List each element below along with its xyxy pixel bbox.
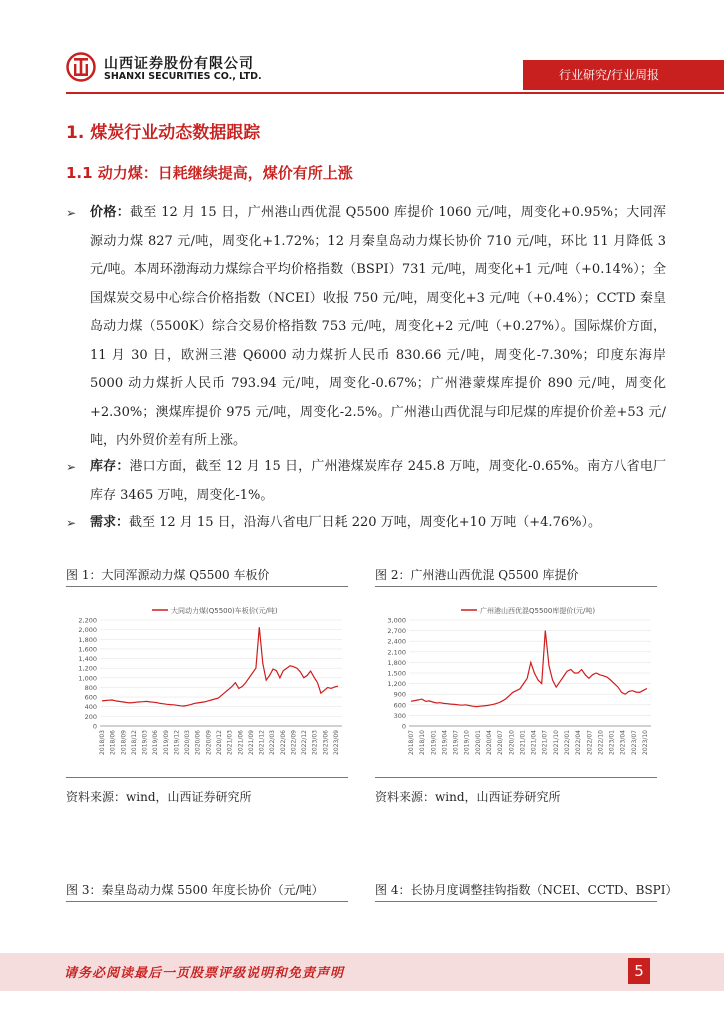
x-tick-label: 2019/01: [430, 730, 438, 755]
x-tick-label: 2018/09: [120, 730, 128, 755]
x-tick-label: 2019/12: [173, 730, 181, 755]
x-tick-label: 2022/12: [301, 730, 309, 755]
y-tick-label: 1,200: [78, 664, 97, 673]
y-tick-label: 0: [92, 722, 97, 731]
figure-source: 资料来源：wind，山西证券研究所: [375, 790, 561, 804]
y-tick-label: 2,400: [387, 637, 406, 646]
y-tick-label: 2,700: [387, 627, 406, 636]
y-tick-label: 900: [393, 690, 406, 699]
bullet-price: [66, 199, 666, 456]
y-tick-label: 1,800: [78, 635, 97, 644]
bullet-text: 截至 12 月 15 日，广州港山西优混 Q5500 库提价 1060 元/吨，周变化+0.95%；大同浑源动力煤 827 元/吨，周变化+1.72%；12 月秦皇岛动力煤长协价 710 元/吨，环比 11 月降低 3 元/吨。本周环渤海动力煤综合平均价格指数（BSPI）731 元/吨，周变化+1 元/吨（+0.14%）；全国煤炭交易中心综合价格指数（NCEI）收报 750 元/吨，周变化+3 元/吨（+0.4%）；CCTD 秦皇岛动力煤（5500K）综合交易价格指数 753 元/吨，周变化+2 元/吨（+0.27%）。国际煤价方面，11 月 30 日，欧洲三港 Q6000 动力煤折人民币 830.66 元/吨，周变化-7.30%；印度东海岸 5000 动力煤折人民币 793.94 元/吨，周变化-0.67%；广州港蒙煤库提价 890 元/吨，周变化+2.30%；澳煤库提价 975 元/吨，周变化-2.5%。广州港山西优混与印尼煤的库提价价差+53 元/吨，内外贸价差有所上涨。: [90, 205, 666, 448]
x-tick-label: 2021/07: [541, 730, 549, 755]
x-tick-label: 2023/03: [311, 730, 319, 755]
x-tick-label: 2023/01: [608, 730, 616, 755]
y-tick-label: 0: [401, 722, 406, 731]
x-tick-label: 2023/04: [619, 730, 627, 755]
x-tick-label: 2020/07: [497, 730, 505, 755]
x-tick-label: 2020/12: [216, 730, 223, 755]
y-tick-label: 1,600: [78, 645, 97, 654]
x-tick-label: 2020/03: [184, 730, 192, 755]
x-tick-label: 2020/06: [194, 730, 202, 755]
bullet-arrow-icon: ➢: [66, 206, 77, 220]
x-tick-label: 2021/09: [247, 730, 255, 755]
x-tick-label: 2023/09: [333, 730, 340, 755]
company-logo: [66, 52, 96, 82]
x-tick-label: 2023/10: [642, 730, 649, 755]
x-tick-label: 2020/04: [486, 730, 493, 755]
legend-label: 广州港山西优混Q5500库提价(元/吨): [480, 607, 596, 615]
chart-datong-coal-price: [66, 598, 348, 770]
figure-2-caption: 图 2：广州港山西优混 Q5500 库提价: [375, 568, 579, 582]
caption-rule: [375, 901, 657, 902]
bullet-label: 需求：: [90, 515, 130, 530]
x-tick-label: 2022/10: [597, 730, 605, 755]
chart-guangzhou-coal-price: [375, 598, 657, 770]
x-tick-label: 2020/09: [205, 730, 213, 755]
report-type-tag: 行业研究/行业周报: [523, 60, 724, 90]
y-tick-label: 1,400: [78, 655, 97, 664]
y-tick-label: 2,000: [78, 626, 97, 635]
y-tick-label: 2,100: [387, 648, 406, 657]
x-tick-label: 2021/01: [519, 730, 527, 755]
x-tick-label: 2019/03: [141, 730, 149, 755]
x-tick-label: 2020/01: [474, 730, 482, 755]
x-tick-label: 2019/09: [162, 730, 170, 755]
source-rule: [375, 777, 657, 778]
x-tick-label: 2022/07: [586, 730, 594, 755]
x-tick-label: 2019/10: [463, 730, 471, 755]
y-tick-label: 800: [84, 683, 97, 692]
y-tick-label: 1,500: [387, 669, 406, 678]
y-tick-label: 600: [84, 693, 97, 702]
x-tick-label: 2018/03: [99, 730, 106, 755]
x-tick-label: 2019/07: [452, 730, 460, 755]
y-tick-label: 400: [84, 703, 97, 712]
series-line: [411, 631, 647, 707]
x-tick-label: 2022/06: [279, 730, 287, 755]
x-tick-label: 2021/04: [530, 730, 538, 755]
x-tick-label: 2018/07: [408, 730, 415, 755]
x-tick-label: 2022/03: [269, 730, 277, 755]
page-number: 5: [628, 958, 650, 984]
y-tick-label: 1,800: [387, 658, 406, 667]
figure-1-caption: 图 1：大同浑源动力煤 Q5500 车板价: [66, 568, 270, 582]
bullet-demand: [66, 509, 666, 538]
y-tick-label: 1,200: [387, 680, 406, 689]
y-tick-label: 1,000: [78, 674, 97, 683]
y-tick-label: 600: [393, 701, 406, 710]
x-tick-label: 2022/01: [564, 730, 571, 755]
figure-source: 资料来源：wind，山西证券研究所: [66, 790, 252, 804]
x-tick-label: 2022/04: [575, 730, 583, 755]
bullet-label: 库存：: [90, 459, 130, 474]
y-tick-label: 200: [84, 712, 97, 721]
bullet-label: 价格：: [90, 205, 131, 220]
x-tick-label: 2023/07: [630, 730, 638, 755]
caption-rule: [66, 901, 348, 902]
x-tick-label: 2021/10: [552, 730, 560, 755]
x-tick-label: 2019/06: [152, 730, 160, 755]
y-tick-label: 300: [393, 711, 406, 720]
x-tick-label: 2020/10: [508, 730, 516, 755]
footer-disclaimer: 请务必阅读最后一页股票评级说明和免责声明: [64, 966, 345, 981]
bullet-text: 截至 12 月 15 日，沿海八省电厂日耗 220 万吨，周变化+10 万吨（+4.76%）。: [129, 515, 601, 530]
section-heading: 1. 煤炭行业动态数据跟踪: [66, 123, 261, 143]
x-tick-label: 2021/12: [258, 730, 266, 755]
x-tick-label: 2022/09: [290, 730, 298, 755]
x-tick-label: 2023/06: [322, 730, 330, 755]
bullet-stock: [66, 453, 666, 510]
caption-rule: [375, 586, 657, 587]
header-divider: [66, 92, 724, 94]
legend-label: 大同动力煤(Q5500)车板价(元/吨): [171, 607, 278, 615]
company-name-cn: 山西证券股份有限公司: [104, 56, 254, 72]
x-tick-label: 2019/04: [441, 730, 449, 755]
figure-3-caption: 图 3：秦皇岛动力煤 5500 年度长协价（元/吨）: [66, 883, 324, 897]
x-tick-label: 2018/06: [109, 730, 117, 755]
x-tick-label: 2021/06: [237, 730, 245, 755]
y-tick-label: 2,200: [78, 616, 97, 625]
caption-rule: [66, 586, 348, 587]
bullet-arrow-icon: ➢: [66, 460, 77, 474]
bullet-arrow-icon: ➢: [66, 516, 77, 530]
bullet-text: 港口方面，截至 12 月 15 日，广州港煤炭库存 245.8 万吨，周变化-0.65%。南方八省电厂库存 3465 万吨，周变化-1%。: [90, 459, 666, 503]
source-rule: [66, 777, 348, 778]
subsection-heading: 1.1 动力煤：日耗继续提高，煤价有所上涨: [66, 164, 353, 182]
x-tick-label: 2018/12: [130, 730, 138, 755]
figure-4-caption: 图 4：长协月度调整挂钩指数（NCEI、CCTD、BSPI）: [375, 883, 678, 897]
company-name-en: SHANXI SECURITIES CO., LTD.: [104, 71, 262, 82]
x-tick-label: 2021/03: [226, 730, 234, 755]
y-tick-label: 3,000: [387, 616, 406, 625]
x-tick-label: 2018/10: [419, 730, 427, 755]
